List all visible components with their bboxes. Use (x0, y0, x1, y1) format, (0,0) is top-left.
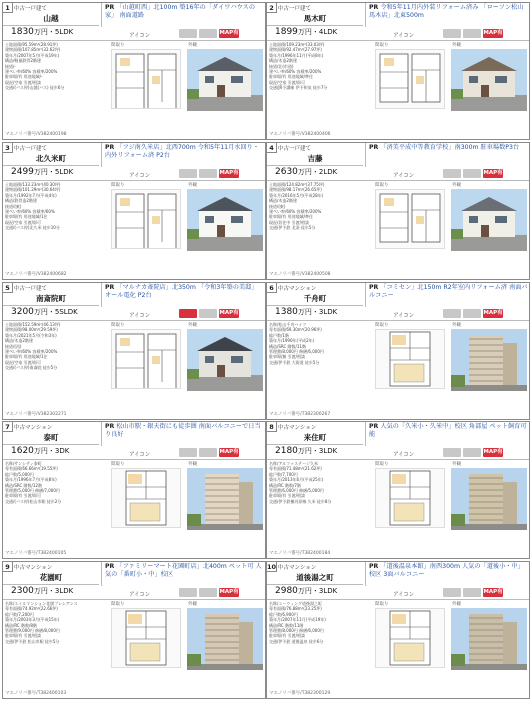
price: 1830万円・5LDK (11, 27, 74, 37)
badge-row (443, 448, 503, 457)
property-type: 中古マンション (278, 286, 317, 292)
listing-number: 2 (267, 3, 277, 13)
spec-line: 専有面積/74.92m²(22.66坪) (5, 606, 58, 612)
listing-card-8[interactable] (266, 421, 530, 559)
badge-price-icon (199, 588, 217, 597)
listing-card-1[interactable] (2, 2, 266, 140)
spec-list (5, 461, 105, 547)
spec-list (269, 322, 369, 408)
spec-line: 建物面積/101.29m²(30.64坪) (5, 187, 61, 193)
property-type: 中古マンション (14, 565, 53, 571)
pr-text: PR 「道後温泉本館」南西300m 人気の「道後小・中」校区 3面バルコニー (365, 562, 530, 586)
pr-text: PR 「済美平成中等教育学校」南300m 駐車場数P3台 (365, 143, 530, 167)
spec-line: 築年月/1996年7月(平成8年) (5, 477, 57, 483)
spec-line: 構造/木造2階建 (269, 58, 297, 64)
spec-line: 駐車場/無 引渡/相談 (269, 354, 305, 360)
spec-line: 建物面積/98.00m²(29.59坪) (5, 327, 58, 333)
floorplan-image[interactable] (375, 49, 445, 109)
pr-text: PR 松山市駅・銀天街にも徒歩圏 南面バルコニーで日当り良好 (101, 422, 266, 446)
listing-code: マエノリバ番号/T382400103 (5, 691, 67, 696)
listing-card-10[interactable] (266, 561, 530, 699)
spec-line: 駐車場/有 引渡/相談 (5, 633, 41, 639)
exterior-photo[interactable] (187, 189, 263, 251)
spec-list (5, 182, 105, 268)
map-button[interactable]: MAP有 (483, 589, 503, 595)
spec-line: 専有面積/69.30m²(20.96坪) (269, 327, 322, 333)
spec-line: 接道/北(市道) (269, 63, 294, 69)
spec-line: 接道/(東) (5, 203, 22, 209)
map-button[interactable]: MAP有 (483, 310, 503, 316)
spec-list (5, 42, 105, 128)
spec-line: 名称/アルファステージ久米 (269, 461, 318, 466)
price: 1380万円・3LDK (275, 307, 338, 317)
floorplan-label: 間取り (375, 462, 389, 467)
spec-line: 交通/伊予鉄 道後温泉 徒歩6分 (269, 638, 324, 644)
shop-icon: アイコン (393, 452, 415, 458)
shop-icon: アイコン (393, 173, 415, 179)
spec-line: 駐車場/有 用途地域/- (5, 74, 43, 80)
listing-number: 1 (3, 3, 13, 13)
divider (3, 599, 266, 600)
price: 2180万円・3LDK (275, 446, 338, 456)
divider (267, 584, 363, 585)
divider (267, 459, 530, 460)
spec-line: 専有面積/71.48m²(21.62坪) (269, 466, 322, 472)
price: 2980万円・3LDK (275, 586, 338, 596)
spec-line: 築年月/2007年5月(平成19年) (5, 52, 60, 58)
badge-new-icon (443, 309, 461, 318)
listing-code: マエノリバ番号/V382400198 (5, 132, 67, 137)
map-button[interactable]: MAP有 (219, 310, 239, 316)
spec-line: 交通/JR予讃線 伊予和気 徒歩7分 (269, 85, 328, 91)
divider (3, 180, 266, 181)
shop-icon: アイコン (393, 592, 415, 598)
divider (267, 180, 530, 181)
divider (3, 320, 266, 321)
property-type: 中古マンション (278, 425, 317, 431)
exterior-photo[interactable] (451, 608, 527, 670)
listing-card-3[interactable] (2, 142, 266, 280)
spec-line: 土地面積/133.23m²(40.30坪) (5, 182, 61, 187)
listing-code: マエノリバ番号/V382400406 (269, 132, 331, 137)
floorplan-image[interactable] (111, 49, 181, 109)
area-name: 花園町 (39, 573, 63, 582)
spec-line: 構造/RC 階数/8階 (5, 622, 37, 628)
spec-line: 交通/(バス停)南斎院 徒歩5分 (5, 365, 58, 371)
exterior-label: 外観 (452, 462, 461, 467)
divider (3, 305, 99, 306)
spec-line: 築年月/2021年5月(令和3年) (5, 332, 57, 338)
spec-list (5, 322, 105, 408)
spec-line: 築年月/2007年11月(平成19年) (269, 617, 326, 623)
price: 1899万円・4LDK (275, 27, 338, 37)
area-name: 泰町 (43, 433, 59, 442)
pr-text: PR 人気の「久米小・久米中」校区 角部屋 ペット飼育可能 (365, 422, 530, 446)
spec-line: 交通/(バス停)松山市駅 徒歩2分 (5, 498, 62, 504)
exterior-label: 外観 (188, 323, 197, 328)
listing-code: マエノリバ番号/T382300129 (269, 691, 331, 696)
badge-row (443, 29, 503, 38)
spec-line: 建ぺい率/60% 容積率/200% (269, 209, 322, 215)
shop-icon: アイコン (393, 313, 415, 319)
listing-card-6[interactable] (266, 282, 530, 420)
spec-line: 構造/RC 階数/7階 (269, 482, 301, 488)
badge-new-icon (179, 309, 197, 318)
badge-row (179, 29, 239, 38)
spec-line: 管理費/9,000円 修繕/8,000円 (5, 628, 60, 634)
spec-line: 駐車場/有 引渡/相談 (269, 633, 305, 639)
spec-line: 現況/空家 引渡/即可 (5, 219, 41, 225)
pr-text: PR 令和5年11月内外装リフォーム済み 「ローソン松山馬木店」北東500m (365, 3, 530, 27)
area-name: 道後湯之町 (296, 573, 334, 582)
badge-new-icon (179, 29, 197, 38)
spec-line: 交通/(バス停)北久米 徒歩10分 (5, 225, 60, 231)
property-type: 中古マンション (278, 565, 317, 571)
spec-line: 土地面積/109.23m²(33.03坪) (269, 42, 325, 47)
spec-line: 接道/- (5, 63, 16, 69)
shop-icon: アイコン (129, 173, 151, 179)
divider (267, 305, 363, 306)
spec-line: 交通/(バス停)山越(バス) 徒歩6分 (5, 85, 65, 91)
spec-line: 接道/(西) (5, 343, 22, 349)
divider (3, 459, 266, 460)
map-button[interactable]: MAP有 (219, 589, 239, 595)
badge-row (179, 588, 239, 597)
map-button[interactable]: MAP有 (483, 449, 503, 455)
price: 2630万円・2LDK (275, 167, 338, 177)
spec-line: 築年月/1990年(平成2年) (269, 338, 315, 344)
exterior-label: 外観 (188, 183, 197, 188)
spec-line: 名称/ユーウィング道後湯之町 (269, 601, 323, 606)
divider (267, 40, 530, 41)
listing-card-9[interactable] (2, 561, 266, 699)
floorplan-label: 間取り (111, 602, 125, 607)
spec-line: 駐車場/有 用途地域/1住 (5, 354, 48, 360)
spec-line: 駐車場/有 引渡/即可 (5, 493, 41, 499)
pr-text: PR 「マルナカ斎院店」北350m 「令和3年築の美邸」 オール電化 P2台 (101, 283, 266, 307)
property-type: 中古一戸建て (14, 146, 48, 152)
spec-line: 総戸数/7,700円 (269, 471, 298, 477)
divider (267, 599, 530, 600)
badge-row (179, 448, 239, 457)
listing-card-4[interactable] (266, 142, 530, 280)
spec-line: 築年月/1992年7月(平成4年) (5, 192, 57, 198)
spec-line: 総戸数/1階 (269, 332, 289, 338)
divider (267, 444, 363, 445)
badge-price-icon (199, 29, 217, 38)
spec-list (269, 42, 369, 128)
exterior-label: 外観 (452, 183, 461, 188)
listing-number: 9 (3, 562, 13, 572)
spec-line: 築年月/2016年5月(平成28年) (269, 192, 324, 198)
spec-line: 現況/空家 引渡/即可 (5, 359, 41, 365)
price: 2499万円・5LDK (11, 167, 74, 177)
spec-line: 構造/鉄骨造2階建 (5, 198, 37, 204)
badge-new-icon (179, 169, 197, 178)
badge-row (443, 169, 503, 178)
floorplan-image[interactable] (111, 608, 181, 668)
spec-line: 名称/エイルマンション花園プレシアンス (5, 601, 78, 606)
listing-code: マエノリバ番号/T382400184 (269, 551, 331, 556)
pr-text: PR 「ファミリーマート花園町店」北400m ペット可 人気の「番町小・中」校区 (101, 562, 266, 586)
listing-code: マエノリバ番号/V382302271 (5, 412, 67, 417)
spec-line: 駐車場/有 引渡/相談 (269, 493, 305, 499)
price: 2300万円・3LDK (11, 586, 74, 596)
floorplan-label: 間取り (111, 183, 125, 188)
exterior-photo[interactable] (187, 608, 263, 670)
spec-line: 駐車場/有 用途地域/準住 (269, 74, 313, 80)
spec-line: 名称/サンシティ泰町 (5, 461, 42, 466)
floorplan-label: 間取り (111, 323, 125, 328)
badge-new-icon (443, 448, 461, 457)
spec-line: 土地面積/124.82m²(37.75坪) (269, 182, 325, 187)
spec-line: 名称/松山千舟ハイツ (269, 322, 307, 327)
map-button[interactable]: MAP有 (483, 170, 503, 176)
listing-number: 10 (267, 563, 277, 571)
listing-card-5[interactable] (2, 282, 266, 420)
spec-line: 交通/伊予鉄 大街道 徒歩5分 (269, 359, 320, 365)
spec-line: 建ぺい率/60% 容積率/60% (5, 209, 55, 215)
exterior-photo[interactable] (451, 468, 527, 530)
spec-line: 専有面積/76.88m²(23.25坪) (269, 606, 322, 612)
badge-new-icon (443, 588, 461, 597)
exterior-label: 外観 (188, 43, 197, 48)
spec-line: 交通/伊予鉄 松山市駅 徒歩5分 (5, 638, 60, 644)
floorplan-image[interactable] (375, 189, 445, 249)
badge-price-icon (199, 448, 217, 457)
area-name: 吉藤 (307, 154, 323, 163)
shop-icon: アイコン (129, 592, 151, 598)
property-type: 中古一戸建て (278, 146, 312, 152)
exterior-label: 外観 (452, 602, 461, 607)
floorplan-image[interactable] (375, 329, 445, 389)
area-name: 南斎院町 (36, 294, 66, 303)
spec-line: 専有面積/66.66m²(19.55坪) (5, 466, 58, 472)
area-name: 北久米町 (36, 154, 66, 163)
badge-price-icon (463, 309, 481, 318)
spec-line: 構造/木造2階建 (5, 338, 33, 344)
divider (267, 320, 530, 321)
listing-number: 8 (267, 422, 277, 432)
spec-line: 交通/伊予鉄横河原線 久米 徒歩8分 (269, 498, 332, 504)
spec-line: 交通/伊予鉄 北条 徒歩5分 (269, 225, 316, 231)
spec-line: 建物面積/98.17m²(26.65坪) (269, 187, 322, 193)
badge-row (179, 169, 239, 178)
map-button[interactable]: MAP有 (483, 30, 503, 36)
spec-list (269, 461, 369, 547)
shop-icon: アイコン (393, 33, 415, 39)
spec-line: 築年月/2013年6月(平成25年) (269, 477, 324, 483)
property-type: 中古一戸建て (278, 6, 312, 12)
exterior-photo[interactable] (451, 329, 527, 391)
badge-row (179, 309, 239, 318)
spec-line: 管理費/8,000円 修繕/6,000円 (269, 628, 324, 634)
listing-card-7[interactable] (2, 421, 266, 559)
listing-card-2[interactable] (266, 2, 530, 140)
map-button[interactable]: MAP有 (219, 30, 239, 36)
spec-line: 駐車場/有 用途地域/1住 (5, 214, 48, 220)
badge-price-icon (199, 309, 217, 318)
divider (3, 40, 266, 41)
divider (3, 444, 99, 445)
pr-text: PR 「山越町西」北100m 築16年の「ダイワハウスの家」 南面道路 (101, 3, 266, 27)
spec-line: 総戸数/5,000円 (5, 471, 34, 477)
badge-new-icon (443, 169, 461, 178)
exterior-photo[interactable] (187, 468, 263, 530)
badge-price-icon (463, 29, 481, 38)
exterior-label: 外観 (452, 43, 461, 48)
spec-line: 現況/空家 引渡/相談 (5, 79, 41, 85)
badge-price-icon (463, 169, 481, 178)
area-name: 山越 (43, 14, 59, 23)
divider (3, 165, 99, 166)
spec-line: 管理費/5,000円 修繕/7,000円 (5, 488, 60, 494)
badge-row (443, 309, 503, 318)
spec-line: 管理費/8,000円 修繕/6,000円 (269, 349, 324, 355)
spec-line: 建物面積/107.85m²(32.62坪) (5, 47, 61, 53)
listing-code: マエノリバ番号/V382400508 (269, 272, 331, 277)
spec-line: 管理費/6,000円 修繕/5,000円 (269, 488, 324, 494)
listing-number: 6 (267, 283, 277, 293)
spec-line: 構造/木造2階建 (269, 198, 297, 204)
shop-icon: アイコン (129, 33, 151, 39)
listing-number: 5 (3, 283, 13, 293)
spec-line: 構造/軽量鉄骨2階建 (5, 58, 41, 64)
price: 3200万円・5SLDK (11, 307, 78, 317)
divider (267, 25, 363, 26)
spec-line: 総戸数/7,200円 (5, 611, 34, 617)
badge-price-icon (463, 588, 481, 597)
exterior-photo[interactable] (187, 49, 263, 111)
spec-line: 土地面積/152.59m²(46.13坪) (5, 322, 61, 327)
property-type: 中古一戸建て (14, 6, 48, 12)
spec-line: 建物面積/92.47m²(27.97坪) (269, 47, 322, 53)
shop-icon: アイコン (129, 452, 151, 458)
shop-icon: アイコン (129, 313, 151, 319)
area-name: 千舟町 (303, 294, 327, 303)
exterior-label: 外観 (452, 323, 461, 328)
listing-code: マエノリバ番号/V382400682 (5, 272, 67, 277)
listing-number: 4 (267, 143, 277, 153)
spec-line: 総戸数/6,900円 (269, 611, 298, 617)
area-name: 来住町 (303, 433, 327, 442)
badge-new-icon (179, 588, 197, 597)
price: 1620万円・3DK (11, 446, 70, 456)
floorplan-label: 間取り (375, 183, 389, 188)
spec-list (269, 182, 369, 268)
spec-line: 接道/(東) (269, 203, 286, 209)
badge-price-icon (463, 448, 481, 457)
listing-code: マエノリバ番号/T382300267 (269, 412, 331, 417)
spec-list (5, 601, 105, 687)
floorplan-label: 間取り (375, 323, 389, 328)
listing-number: 3 (3, 143, 13, 153)
floorplan-image[interactable] (111, 189, 181, 249)
divider (267, 165, 363, 166)
spec-line: 築年月/2003年3月(平成15年) (5, 617, 60, 623)
spec-line: 築年月/1996年11月(平成8年) (269, 52, 324, 58)
exterior-label: 外観 (188, 462, 197, 467)
spec-line: 構造/SRC 階数/12階 (5, 482, 42, 488)
property-type: 中古マンション (14, 425, 53, 431)
floorplan-label: 間取り (111, 43, 125, 48)
listing-number: 7 (3, 422, 13, 432)
spec-line: 土地面積/95.59m²(28.91坪) (5, 42, 58, 47)
pr-text: PR 「フジ南久米店」北西700m 令和5年11月水回り・内外リフォーム済 P2台 (101, 143, 266, 167)
area-name: 馬木町 (303, 14, 327, 23)
floorplan-label: 間取り (375, 602, 389, 607)
floorplan-image[interactable] (375, 608, 445, 668)
property-type: 中古一戸建て (14, 286, 48, 292)
exterior-photo[interactable] (187, 329, 263, 391)
spec-line: 現況/空家 引渡/即可 (269, 79, 305, 85)
listing-code: マエノリバ番号/T382400105 (5, 551, 67, 556)
floorplan-label: 間取り (111, 462, 125, 467)
exterior-photo[interactable] (451, 189, 527, 251)
spec-list (269, 601, 369, 687)
badge-new-icon (179, 448, 197, 457)
divider (3, 25, 99, 26)
exterior-photo[interactable] (451, 49, 527, 111)
spec-line: 構造/SRC 階数/11階 (269, 343, 306, 349)
badge-new-icon (443, 29, 461, 38)
badge-row (443, 588, 503, 597)
spec-line: 駐車場/有 用途地域/準住 (269, 214, 313, 220)
exterior-label: 外観 (188, 602, 197, 607)
map-button[interactable]: MAP有 (219, 170, 239, 176)
floorplan-image[interactable] (375, 468, 445, 528)
floorplan-label: 間取り (375, 43, 389, 48)
badge-price-icon (199, 169, 217, 178)
divider (3, 584, 99, 585)
spec-line: 建ぺい率/60% 容積率/200% (269, 69, 322, 75)
pr-text: PR 「コミセン」北150m R2年室内リフォーム済 南面バルコニー (365, 283, 530, 307)
floorplan-image[interactable] (111, 468, 181, 528)
spec-line: 現況/居住中 引渡/相談 (269, 219, 309, 225)
spec-line: 構造/RC 階数/11階 (269, 622, 304, 628)
map-button[interactable]: MAP有 (219, 449, 239, 455)
spec-line: 建ぺい率/60% 容積率/200% (5, 349, 58, 355)
spec-line: 建ぺい率/60% 容積率/200% (5, 69, 58, 75)
floorplan-image[interactable] (111, 329, 181, 389)
